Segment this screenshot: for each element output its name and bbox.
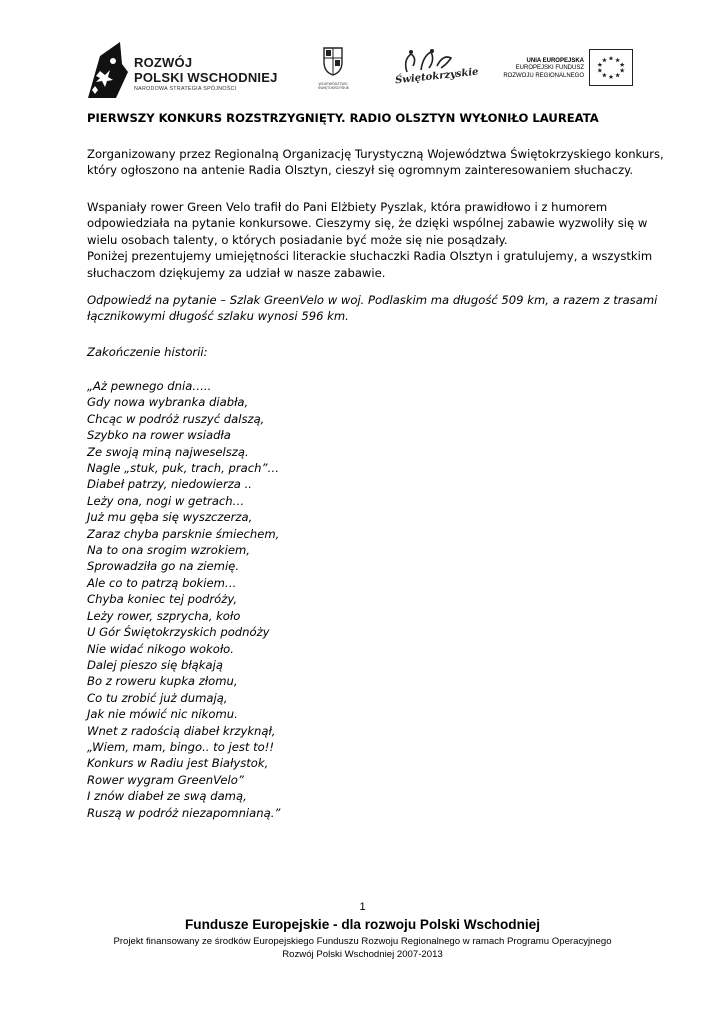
eu-line-3: ROZWOJU REGIONALNEGO — [503, 72, 584, 79]
poem-line: Gdy nowa wybranka diabła, — [87, 395, 249, 410]
answer-line: łącznikowymi długość szlaku wynosi 596 km. — [87, 309, 349, 324]
page-number: 1 — [359, 901, 366, 913]
rozwoj-polski-wschodniej-logo — [86, 42, 286, 98]
body-line: odpowiedziała na pytanie konkursowe. Cieszymy się, że dzięki wspólnej zabawie wyzwoliły się w — [87, 216, 648, 231]
poem-line: „Wiem, mam, bingo.. to jest to!! — [87, 739, 275, 754]
eu-text-block — [494, 57, 584, 80]
footer-line-1: Projekt finansowany ze środków Europejskiego Funduszu Rozwoju Regionalnego w ramach Programu Operacyjnego — [113, 936, 612, 947]
poem-line: Chcąc w podróż ruszyć dalszą, — [87, 411, 265, 426]
poem-line: Na to ona srogim wzrokiem, — [87, 543, 250, 558]
poem-line: „Aż pewnego dnia….. — [87, 379, 212, 393]
poem-line: Diabeł patrzy, niedowierza .. — [87, 477, 252, 492]
coat-label: WOJEWÓDZTWO ŚWIĘTOKRZYSKIE — [318, 82, 350, 90]
poem-line: Nagle „stuk, puk, trach, prach”… — [87, 461, 280, 476]
footer-title: Fundusze Europejskie - dla rozwoju Polski Wschodniej — [185, 917, 540, 932]
eu-line-1: UNIA EUROPEJSKA — [526, 58, 584, 64]
eu-line-2: EUROPEJSKI FUNDUSZ — [515, 65, 584, 71]
poem-line: Nie widać nikogo wokoło. — [87, 641, 234, 656]
document-header — [0, 0, 725, 110]
poem — [87, 378, 280, 821]
poem-line: Ruszą w podróż niezapomnianą.” — [87, 805, 281, 820]
brand-tagline: NARODOWA STRATEGIA SPÓJNOŚCI — [134, 86, 237, 92]
answer-line: Odpowiedź na pytanie – Szlak GreenVelo w woj. Podlaskim ma długość 509 km, a razem z trasami — [87, 293, 658, 307]
body-line: wielu osobach talenty, o których posiadanie być może się nie posądzały. — [87, 232, 508, 247]
poem-line: Szybko na rower wsiadła — [87, 428, 231, 443]
poem-line: Chyba koniec tej podróży, — [87, 592, 238, 607]
poem-line: Dalej pieszo się błąkają — [87, 657, 223, 672]
intro-paragraph — [87, 146, 664, 179]
coat-of-arms-logo — [318, 46, 350, 90]
poem-line: Leży ona, nogi w getrach… — [87, 493, 245, 508]
poem-line: Sprowadziła go na ziemię. — [87, 559, 239, 574]
poem-line: Rower wygram GreenVelo” — [87, 772, 244, 787]
poem-line: Konkurs w Radiu jest Białystok, — [87, 756, 269, 771]
poem-line: Jak nie mówić nic nikomu. — [87, 707, 238, 722]
answer-paragraph — [87, 292, 657, 325]
ending-label: Zakończenie historii: — [87, 345, 208, 359]
swietokrzyskie-wordmark: Świętokrzyskie — [394, 66, 480, 87]
body-line: Poniżej prezentujemy umiejętności literackie słuchaczki Radia Olsztyn i gratulujemy, a wszystkim — [87, 249, 653, 264]
poem-line: Ze swoją miną najweselszą. — [87, 444, 249, 459]
poem-line: Co tu zrobić już dumają, — [87, 690, 228, 705]
poem-line: Już mu gęba się wyszczerza, — [87, 510, 253, 525]
poem-line: Bo z roweru kupka złomu, — [87, 674, 238, 689]
intro-line: Zorganizowany przez Regionalną Organizację Turystyczną Województwa Świętokrzyskiego konkurs, — [87, 147, 664, 161]
poem-line: Ale co to patrzą bokiem… — [87, 575, 237, 590]
poem-line: Wnet z radością diabeł krzyknął, — [87, 723, 276, 738]
coat-of-arms-icon — [318, 46, 348, 76]
body-line: słuchaczom dziękujemy za udział w nasze zabawie. — [87, 265, 386, 280]
eu-flag-icon — [589, 49, 633, 86]
poem-line: I znów diabeł ze swą damą, — [87, 789, 247, 804]
intro-line: który ogłoszono na antenie Radia Olsztyn, cieszył się ogromnym zainteresowaniem słuchaczy. — [87, 163, 634, 178]
brand-line-2: POLSKI WSCHODNIEJ — [134, 70, 278, 85]
body-paragraph — [87, 199, 652, 281]
poem-line: Zaraz chyba parsknie śmiechem, — [87, 526, 280, 541]
body-line: Wspaniały rower Green Velo trafił do Pani Elżbiety Pyszlak, która prawidłowo i z humorem — [87, 200, 608, 214]
poem-line: Leży rower, szprycha, koło — [87, 608, 241, 623]
swietokrzyskie-logo — [393, 48, 480, 88]
star-figure-icon — [86, 42, 128, 98]
footer-line-2: Rozwój Polski Wschodniej 2007-2013 — [282, 949, 443, 960]
brand-line-1: ROZWÓJ — [134, 55, 193, 70]
article-title: PIERWSZY KONKURS ROZSTRZYGNIĘTY. RADIO OLSZTYN WYŁONIŁO LAUREATA — [87, 111, 599, 125]
poem-line: U Gór Świętokrzyskich podnóży — [87, 625, 270, 640]
